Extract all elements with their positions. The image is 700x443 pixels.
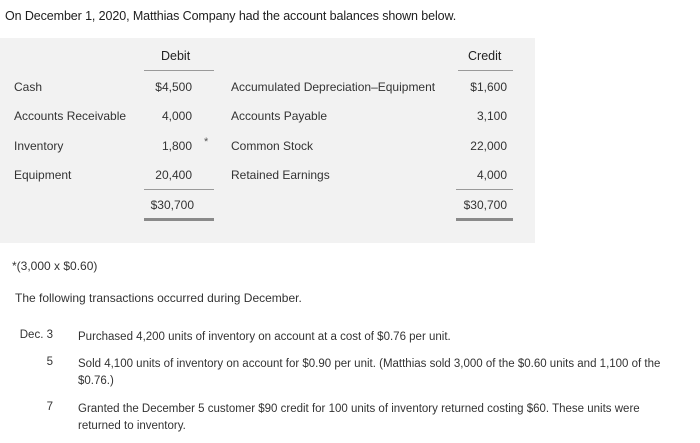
debit-value-cash: $4,500 — [155, 80, 192, 94]
debit-total: $30,700 — [150, 198, 194, 212]
credit-total-double-rule — [456, 218, 513, 221]
account-name-common-stock: Common Stock — [231, 139, 314, 153]
transaction-date: 7 — [46, 401, 53, 413]
debit-value-accounts-receivable: 4,000 — [161, 109, 192, 123]
account-name-equipment: Equipment — [14, 168, 72, 182]
debit-total-top-rule — [144, 189, 214, 190]
account-balances-table — [0, 38, 535, 243]
credit-header: Credit — [468, 49, 502, 63]
credit-value-accumulated-depreciation: $1,600 — [470, 80, 507, 94]
debit-value-equipment: 20,400 — [155, 168, 192, 182]
debit-total-double-rule — [144, 218, 214, 221]
inventory-footnote-mark: * — [204, 136, 209, 148]
transaction-text: Purchased 4,200 units of inventory on account at a cost of $0.76 per unit. — [78, 331, 451, 343]
transaction-date: Dec. 3 — [19, 329, 53, 341]
transaction-text: Granted the December 5 customer $90 credit for 100 units of inventory returned costing $60. These units were returned to inventory. — [78, 403, 640, 432]
debit-value-inventory: 1,800 — [161, 139, 192, 153]
account-name-cash: Cash — [14, 80, 43, 94]
account-name-accounts-receivable: Accounts Receivable — [14, 109, 127, 123]
credit-value-retained-earnings: 4,000 — [476, 168, 507, 182]
account-name-accounts-payable: Accounts Payable — [231, 109, 328, 123]
account-name-retained-earnings: Retained Earnings — [231, 168, 330, 182]
transaction-date: 5 — [46, 356, 53, 368]
problem-intro: On December 1, 2020, Matthias Company had the account balances shown below. — [5, 9, 457, 23]
transactions-intro: The following transactions occurred during December. — [15, 291, 302, 305]
inventory-footnote: *(3,000 x $0.60) — [12, 259, 98, 273]
credit-total-top-rule — [456, 189, 513, 190]
credit-header-rule — [458, 70, 513, 71]
credit-total: $30,700 — [463, 198, 507, 212]
credit-value-common-stock: 22,000 — [470, 139, 507, 153]
debit-header: Debit — [161, 49, 191, 63]
debit-header-rule — [144, 70, 214, 71]
account-name-inventory: Inventory — [14, 139, 64, 153]
account-name-accumulated-depreciation: Accumulated Depreciation–Equipment — [231, 80, 436, 94]
credit-value-accounts-payable: 3,100 — [476, 109, 507, 123]
transaction-text: Sold 4,100 units of inventory on account for $0.90 per unit. (Matthias sold 3,000 of the $0.60 units and 1,100 of the $0.76.) — [78, 358, 661, 387]
